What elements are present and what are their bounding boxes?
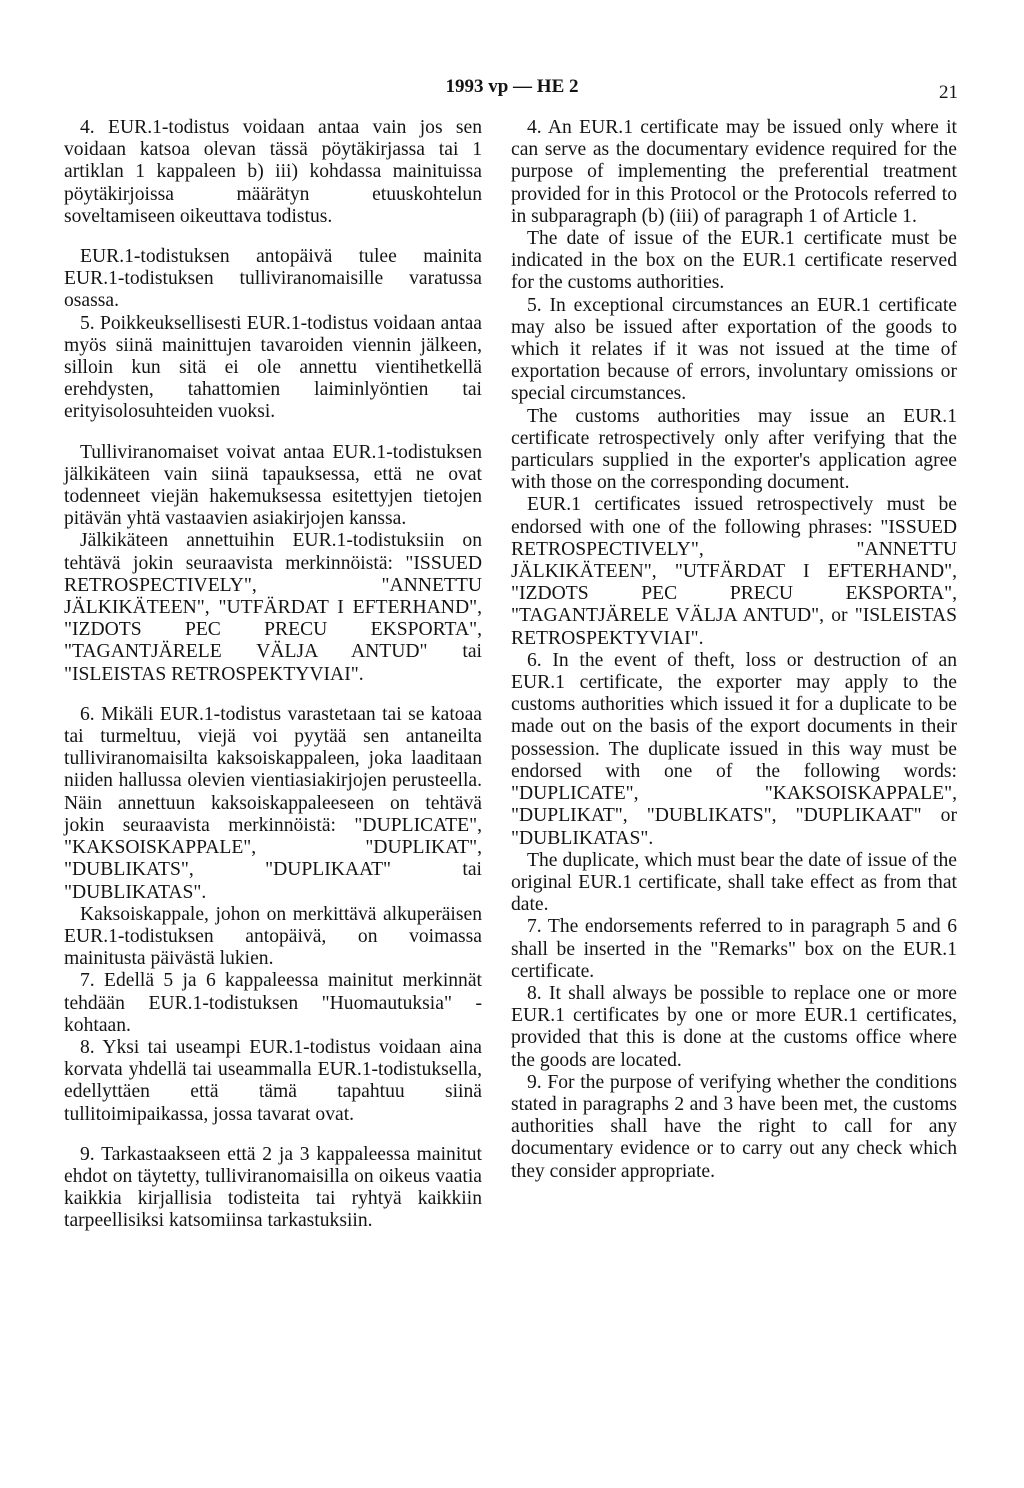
fi-paragraph-4: 4. EUR.1-todistus voidaan antaa vain jos sen voidaan katsoa olevan tässä pöytäkirjassa tai 1 artiklan 1 kappaleen b) iii) kohdassa mainituissa pöytäkirjoissa määrätyn etuuskohtelun soveltamiseen oikeuttava todistus.: [64, 117, 482, 227]
en-paragraph-5-customs: The customs authorities may issue an EUR.1 certificate retrospectively only after verifying that the particulars supplied in the exporter's application agree with those on the corresponding document.: [511, 405, 957, 494]
en-paragraph-6: 6. In the event of theft, loss or destruction of an EUR.1 certificate, the exporter may apply to the customs authorities which issued it for a duplicate to be made out on the basis of the export documents in their possession. The duplicate issued in this way must be endorsed with one of the following words: "DUPLICATE", "KAKSOISKAPPALE", "DUPLIKAT", "DUBLIKATS", "DUPLIKAAT" or "DUBLIKATAS".: [511, 649, 957, 849]
en-paragraph-6-duplicate: The duplicate, which must bear the date of issue of the original EUR.1 certificate, shall take effect as from that date.: [511, 849, 957, 916]
page-number: 21: [939, 82, 958, 103]
fi-paragraph-5: 5. Poikkeuksellisesti EUR.1-todistus voidaan antaa myös siinä mainittujen tavaroiden viennin jälkeen, silloin kun sitä ei ole annettu vientihetkellä erehdysten, tahattomien laiminlyöntien tai erityisolosuhteiden vuoksi.: [64, 312, 482, 423]
en-paragraph-8: 8. It shall always be possible to replace one or more EUR.1 certificates by one or more EUR.1 certificates, provided that this is done at the customs office where the goods are located.: [511, 982, 957, 1071]
finnish-column: [64, 117, 482, 1233]
en-paragraph-4: 4. An EUR.1 certificate may be issued only where it can serve as the documentary evidence required for the purpose of implementing the preferential treatment provided for in this Protocol or the Protocols referred to in subparagraph (b) (iii) of paragraph 1 of Article 1.: [511, 117, 957, 227]
english-column: [511, 117, 957, 1183]
fi-paragraph-9: 9. Tarkastaakseen että 2 ja 3 kappaleessa mainitut ehdot on täytetty, tulliviranomaisilla on oikeus vaatia kaikkia kirjallisia todisteita tai ryhtyä kaikkiin tarpeellisiksi katsomiinsa tarkastuksiin.: [64, 1143, 482, 1232]
en-paragraph-7: 7. The endorsements referred to in paragraph 5 and 6 shall be inserted in the "Remarks" box on the EUR.1 certificate.: [511, 916, 957, 982]
en-paragraph-5-endorsements: EUR.1 certificates issued retrospectively must be endorsed with one of the following phrases: "ISSUED RETROSPECTIVELY", "ANNETTU JÄLKIKÄTEEN", "UTFÄRDAT I EFTERHAND", "IZDOTS PEC PRECU EKSPORTA", "TAGANTJÄRELE VÄLJA ANTUD", or "ISLEISTAS RETROSPEKTYVIAI".: [511, 494, 957, 649]
fi-paragraph-6-duplicate: Kaksoiskappale, johon on merkittävä alkuperäisen EUR.1-todistuksen antopäivä, on voimassa mainitusta päivästä lukien.: [64, 903, 482, 970]
fi-paragraph-6: 6. Mikäli EUR.1-todistus varastetaan tai se katoaa tai turmeltuu, viejä voi pyytää sen antaneilta tulliviranomaisilta kaksoiskappaleen, joka laaditaan niiden hallussa olevien vientiasiakirjojen perusteella. Näin annettuun kaksoiskappaleeseen on tehtävä jokin seuraavista merkinnöistä: "DUPLICATE", "KAKSOISKAPPALE", "DUPLIKAT", "DUBLIKATS", "DUPLIKAAT" tai "DUBLIKATAS".: [64, 703, 482, 903]
fi-paragraph-5-endorsements: Jälkikäteen annettuihin EUR.1-todistuksiin on tehtävä jokin seuraavista merkinnöistä: "ISSUED RETROSPECTIVELY", "ANNETTU JÄLKIKÄTEEN", "UTFÄRDAT I EFTERHAND", "IZDOTS PEC PRECU EKSPORTA", "TAGANTJÄRELE VÄLJA ANTUD" tai "ISLEISTAS RETROSPEKTYVIAI".: [64, 530, 482, 685]
page-header: [0, 76, 1024, 102]
fi-paragraph-7: 7. Edellä 5 ja 6 kappaleessa mainitut merkinnät tehdään EUR.1-todistuksen "Huomautuksia" -kohtaan.: [64, 970, 482, 1036]
en-paragraph-9: 9. For the purpose of verifying whether the conditions stated in paragraphs 2 and 3 have been met, the customs authorities shall have the right to call for any documentary evidence or to carry out any check which they consider appropriate.: [511, 1071, 957, 1182]
running-title: 1993 vp — HE 2: [445, 76, 579, 97]
en-paragraph-5: 5. In exceptional circumstances an EUR.1 certificate may also be issued after exportation of the goods to which it relates if it was not issued at the time of exportation because of errors, involuntary omissions or special circumstances.: [511, 294, 957, 405]
fi-paragraph-4-date: EUR.1-todistuksen antopäivä tulee mainita EUR.1-todistuksen tulliviranomaisille varatussa osassa.: [64, 246, 482, 312]
fi-paragraph-8: 8. Yksi tai useampi EUR.1-todistus voidaan aina korvata yhdellä tai useammalla EUR.1-todistuksella, edellyttäen että tämä tapahtuu siinä tullitoimipaikassa, jossa tavarat ovat.: [64, 1036, 482, 1125]
en-paragraph-4-date: The date of issue of the EUR.1 certificate must be indicated in the box on the EUR.1 certificate reserved for the customs authorities.: [511, 228, 957, 294]
fi-paragraph-5-customs: Tulliviranomaiset voivat antaa EUR.1-todistuksen jälkikäteen vain siinä tapauksessa, että ne ovat todenneet viejän hakemuksessa esitettyjen tietojen pitävän yhtä vastaavien asiakirjojen kanssa.: [64, 441, 482, 530]
